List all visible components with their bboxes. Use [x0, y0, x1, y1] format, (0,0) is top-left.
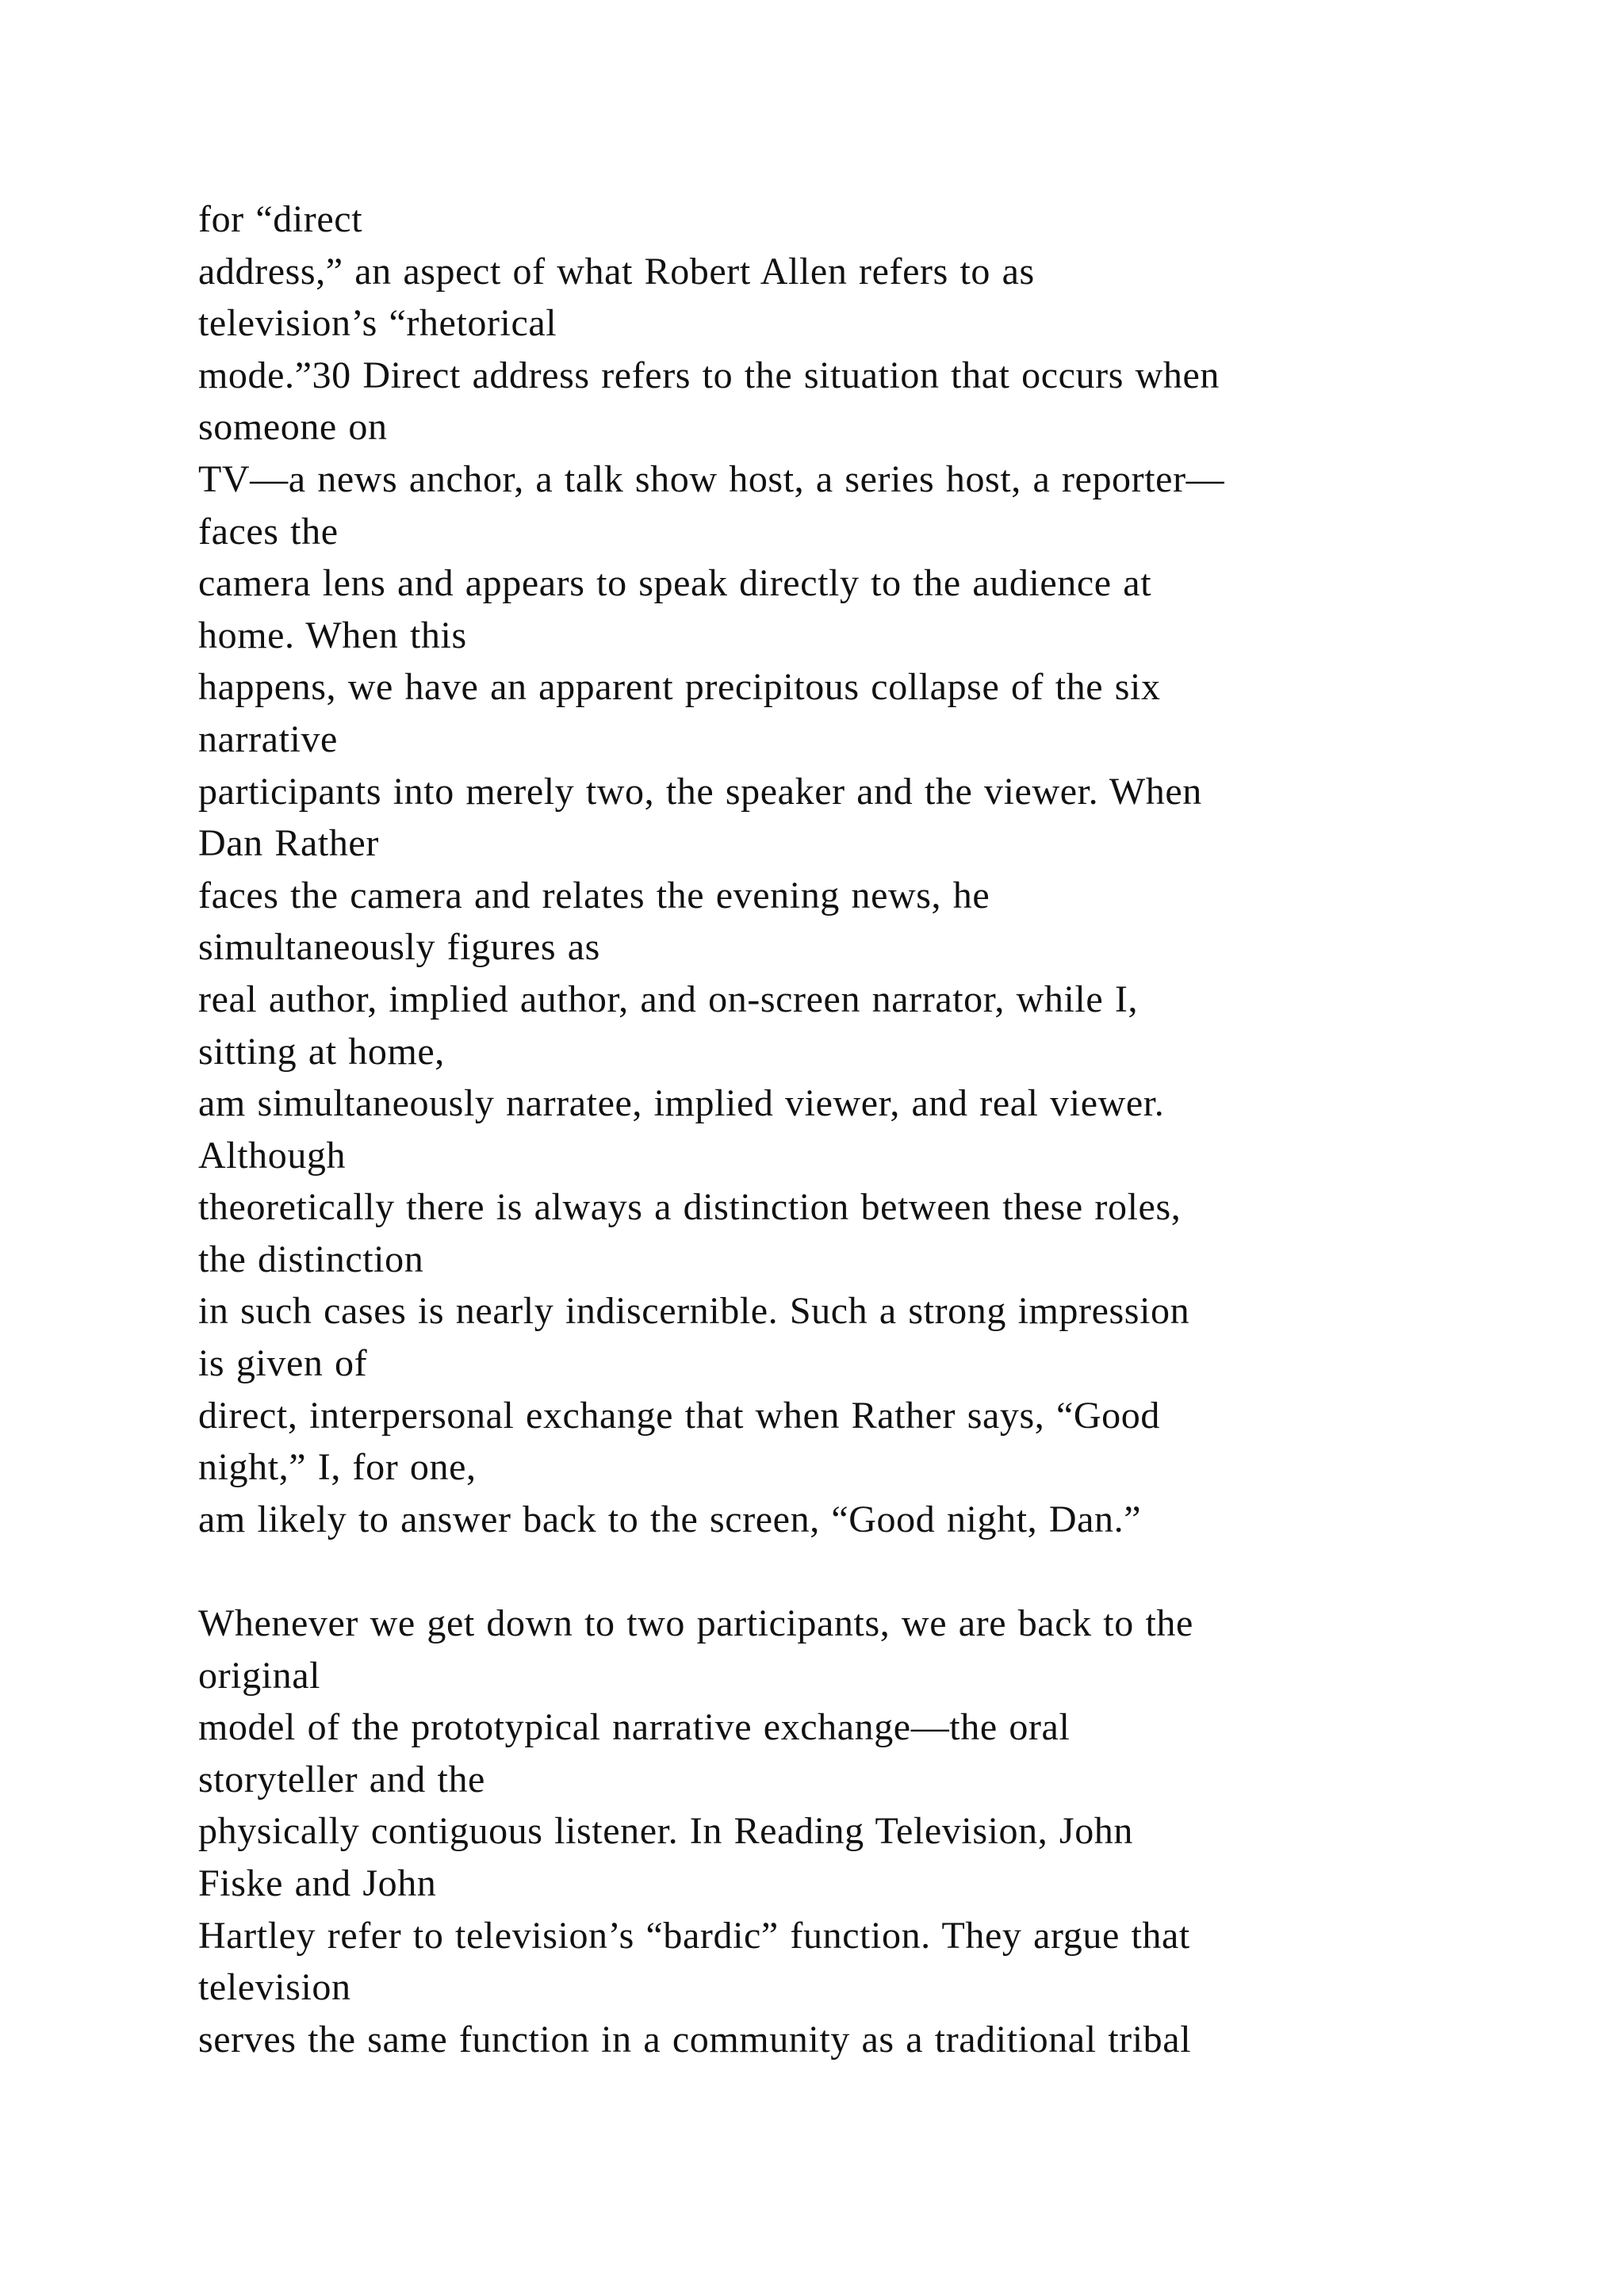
text-line: participants into merely two, the speaker and the viewer. When: [198, 770, 1202, 813]
document-body: [198, 193, 1546, 2065]
text-line: sitting at home,: [198, 1030, 445, 1073]
paragraph-2: [198, 1598, 1546, 2065]
text-line: home. When this: [198, 614, 467, 656]
text-line: Hartley refer to television’s “bardic” function. They argue that: [198, 1914, 1190, 1957]
text-line: Although: [198, 1134, 347, 1177]
text-line: camera lens and appears to speak directly to the audience at: [198, 562, 1152, 605]
text-line: for “direct: [198, 198, 363, 240]
text-line: am simultaneously narratee, implied viewer, and real viewer.: [198, 1082, 1165, 1125]
text-line: theoretically there is always a distinction between these roles,: [198, 1186, 1182, 1229]
text-line: Whenever we get down to two participants, we are back to the: [198, 1602, 1193, 1645]
text-line: narrative: [198, 718, 338, 760]
paragraph-break: [198, 1545, 1546, 1598]
text-line: am likely to answer back to the screen, “Good night, Dan.”: [198, 1498, 1142, 1540]
text-line: direct, interpersonal exchange that when Rather says, “Good: [198, 1394, 1160, 1437]
text-line: faces the: [198, 510, 339, 553]
text-line: night,” I, for one,: [198, 1446, 477, 1489]
text-line: someone on: [198, 406, 388, 449]
text-line: simultaneously figures as: [198, 926, 600, 969]
text-line: mode.”30 Direct address refers to the situation that occurs when: [198, 354, 1220, 396]
text-line: Dan Rather: [198, 822, 379, 865]
text-line: television: [198, 1966, 351, 2009]
text-line: TV—a news anchor, a talk show host, a series host, a reporter—: [198, 457, 1225, 500]
text-line: real author, implied author, and on-screen narrator, while I,: [198, 978, 1139, 1020]
text-line: original: [198, 1654, 321, 1697]
text-line: Fiske and John: [198, 1862, 437, 1904]
text-line: faces the camera and relates the evening news, he: [198, 874, 990, 916]
text-line: storyteller and the: [198, 1758, 485, 1800]
text-line: address,” an aspect of what Robert Allen refers to as: [198, 250, 1035, 293]
text-line: physically contiguous listener. In Reading Television, John: [198, 1810, 1134, 1853]
text-line: serves the same function in a community as a traditional tribal: [198, 2018, 1192, 2061]
text-line: in such cases is nearly indiscernible. Such a strong impression: [198, 1290, 1190, 1333]
text-line: happens, we have an apparent precipitous collapse of the six: [198, 666, 1161, 709]
text-line: model of the prototypical narrative exchange—the oral: [198, 1706, 1071, 1749]
paragraph-1: [198, 193, 1546, 1545]
text-line: is given of: [198, 1342, 368, 1385]
text-line: the distinction: [198, 1238, 424, 1280]
text-line: television’s “rhetorical: [198, 302, 557, 345]
